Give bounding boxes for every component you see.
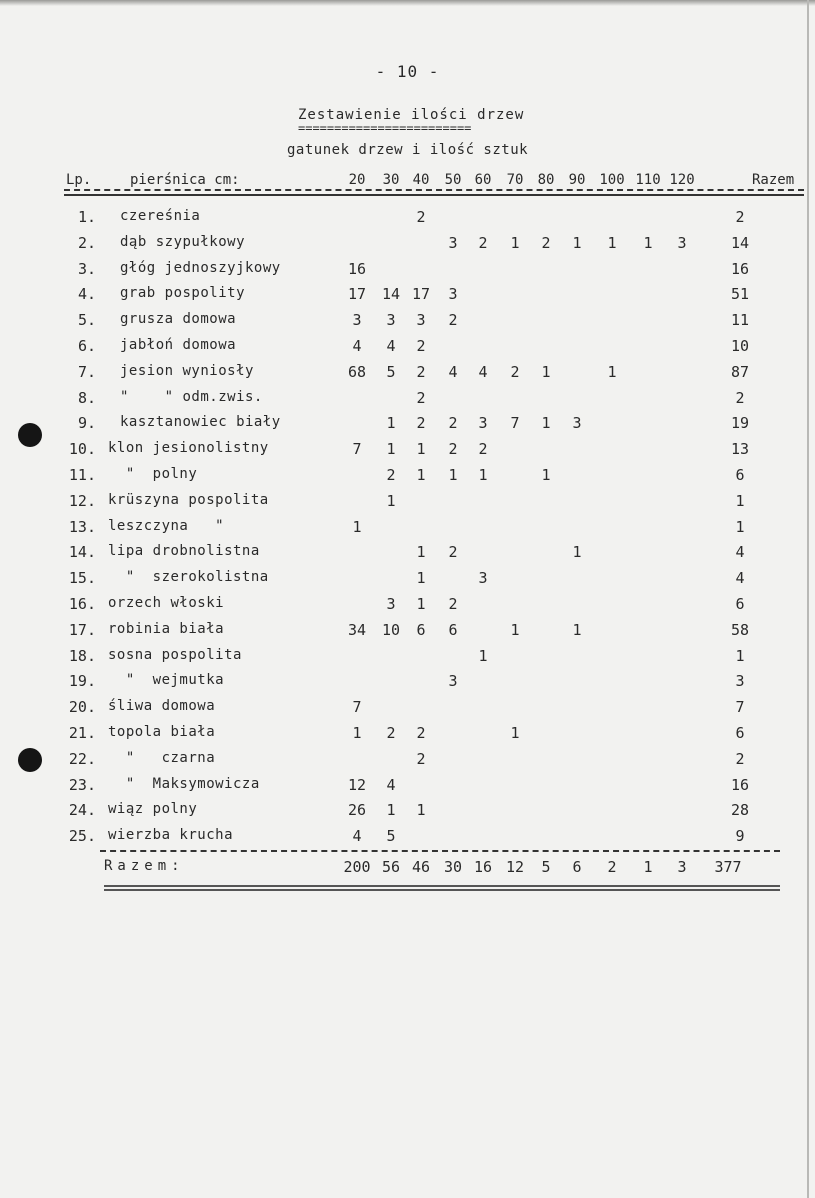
row-total: 9 bbox=[735, 827, 745, 846]
table-cell: 2 bbox=[510, 362, 520, 381]
row-number: 7. bbox=[77, 362, 96, 381]
species-name: jabłoń domowa bbox=[120, 337, 237, 353]
species-name: " " odm.zwis. bbox=[120, 388, 263, 405]
table-cell: 3 bbox=[478, 414, 488, 433]
row-number: 5. bbox=[77, 311, 96, 330]
row-total: 16 bbox=[730, 259, 750, 278]
page-top-edge bbox=[0, 0, 815, 6]
row-number: 6. bbox=[77, 337, 96, 355]
table-cell: 3 bbox=[572, 414, 582, 433]
row-number: 4. bbox=[77, 285, 96, 304]
table-row bbox=[0, 595, 815, 619]
row-total: 2 bbox=[735, 208, 745, 226]
total-label: Razem: bbox=[104, 858, 185, 874]
header-column: 120 bbox=[669, 172, 695, 188]
row-total: 2 bbox=[735, 388, 745, 407]
table-cell: 1 bbox=[478, 466, 488, 484]
table-cell: 2 bbox=[448, 543, 458, 562]
species-name: leszczyna " bbox=[108, 517, 225, 534]
table-row bbox=[0, 285, 815, 309]
total-cell: 2 bbox=[607, 858, 617, 876]
row-number: 24. bbox=[68, 801, 96, 820]
row-number: 15. bbox=[68, 569, 96, 588]
table-row bbox=[0, 672, 815, 696]
header-dashed-rule bbox=[64, 189, 804, 191]
table-cell: 17 bbox=[411, 285, 431, 304]
species-name: grusza domowa bbox=[120, 311, 237, 328]
row-total: 87 bbox=[730, 362, 750, 381]
row-total: 19 bbox=[730, 414, 750, 433]
table-cell: 1 bbox=[643, 233, 653, 252]
species-name: wierzba krucha bbox=[108, 827, 234, 844]
table-cell: 4 bbox=[386, 775, 396, 794]
table-cell: 1 bbox=[416, 569, 426, 588]
table-cell: 1 bbox=[541, 466, 551, 484]
table-cell: 2 bbox=[478, 440, 488, 459]
row-number: 3. bbox=[77, 259, 96, 278]
table-cell: 2 bbox=[416, 337, 426, 355]
header-column: 80 bbox=[537, 172, 555, 188]
table-cell: 1 bbox=[448, 466, 458, 484]
table-cell: 4 bbox=[352, 337, 362, 355]
page-number: - 10 - bbox=[375, 62, 440, 81]
document-subtitle: gatunek drzew i ilość sztuk bbox=[287, 142, 529, 158]
table-row bbox=[0, 827, 815, 851]
table-cell: 3 bbox=[478, 569, 488, 588]
table-cell: 1 bbox=[607, 362, 617, 381]
table-cell: 3 bbox=[677, 233, 687, 252]
table-cell: 2 bbox=[386, 466, 396, 484]
table-cell: 1 bbox=[352, 724, 362, 742]
table-cell: 2 bbox=[478, 233, 488, 252]
table-cell: 7 bbox=[352, 440, 362, 459]
total-dashed-rule bbox=[100, 850, 780, 852]
table-cell: 2 bbox=[416, 362, 426, 381]
table-cell: 1 bbox=[541, 362, 551, 381]
row-number: 18. bbox=[68, 646, 96, 665]
table-cell: 6 bbox=[416, 620, 426, 639]
row-number: 19. bbox=[68, 672, 96, 691]
row-number: 12. bbox=[68, 491, 96, 510]
row-total: 3 bbox=[735, 672, 745, 691]
table-cell: 2 bbox=[448, 440, 458, 459]
table-cell: 4 bbox=[448, 362, 458, 381]
species-name: " szerokolistna bbox=[108, 569, 269, 586]
total-double-rule bbox=[104, 885, 780, 891]
table-cell: 1 bbox=[478, 646, 488, 665]
total-cell: 1 bbox=[643, 858, 653, 876]
species-name: dąb szypułkowy bbox=[120, 233, 246, 250]
row-total: 4 bbox=[735, 543, 745, 562]
species-name: wiąz polny bbox=[108, 801, 198, 818]
table-row bbox=[0, 518, 815, 542]
total-cell: 200 bbox=[343, 858, 371, 876]
table-cell: 12 bbox=[347, 775, 367, 794]
table-cell: 3 bbox=[416, 311, 426, 330]
table-cell: 1 bbox=[607, 233, 617, 252]
row-number: 23. bbox=[68, 775, 96, 794]
table-cell: 3 bbox=[386, 311, 396, 330]
header-column: 70 bbox=[506, 172, 524, 188]
row-number: 8. bbox=[77, 388, 96, 407]
header-column: 30 bbox=[382, 172, 400, 188]
table-row bbox=[0, 647, 815, 671]
row-total: 6 bbox=[735, 724, 745, 742]
table-cell: 1 bbox=[416, 440, 426, 459]
species-name: głóg jednoszyjkowy bbox=[120, 259, 281, 276]
header-column: 100 bbox=[599, 172, 625, 188]
table-cell: 7 bbox=[510, 414, 520, 433]
total-cell: 5 bbox=[541, 858, 551, 876]
table-cell: 1 bbox=[416, 466, 426, 484]
species-name: lipa drobnolistna bbox=[108, 543, 260, 560]
table-cell: 3 bbox=[386, 595, 396, 613]
table-cell: 3 bbox=[448, 233, 458, 252]
species-name: czereśnia bbox=[120, 208, 201, 224]
table-cell: 10 bbox=[381, 620, 401, 639]
species-name: orzech włoski bbox=[108, 595, 225, 611]
species-name: jesion wyniosły bbox=[120, 362, 254, 379]
table-row bbox=[0, 801, 815, 825]
header-column: 110 bbox=[635, 172, 661, 188]
table-cell: 1 bbox=[386, 801, 396, 820]
table-row bbox=[0, 234, 815, 258]
row-total: 16 bbox=[730, 775, 750, 794]
table-cell: 1 bbox=[386, 414, 396, 433]
table-cell: 1 bbox=[510, 620, 520, 639]
row-number: 16. bbox=[68, 595, 96, 613]
table-row bbox=[0, 543, 815, 567]
table-row bbox=[0, 363, 815, 387]
table-cell: 4 bbox=[478, 362, 488, 381]
table-cell: 1 bbox=[541, 414, 551, 433]
table-cell: 14 bbox=[381, 285, 401, 304]
table-cell: 2 bbox=[448, 414, 458, 433]
table-row bbox=[0, 724, 815, 748]
total-cell: 3 bbox=[677, 858, 687, 876]
row-total: 2 bbox=[735, 749, 745, 768]
table-cell: 1 bbox=[352, 517, 362, 536]
species-name: robinia biała bbox=[108, 620, 225, 637]
table-cell: 2 bbox=[416, 414, 426, 433]
header-solid-rule bbox=[64, 194, 804, 196]
row-number: 22. bbox=[68, 749, 96, 768]
species-name: " Maksymowicza bbox=[108, 775, 260, 792]
row-number: 21. bbox=[68, 724, 96, 742]
table-row bbox=[0, 440, 815, 464]
row-total: 1 bbox=[735, 517, 745, 536]
header-razem: Razem bbox=[752, 172, 795, 188]
table-cell: 68 bbox=[347, 362, 367, 381]
species-name: " polny bbox=[108, 466, 198, 482]
total-row bbox=[0, 858, 815, 882]
table-row bbox=[0, 466, 815, 490]
table-row bbox=[0, 389, 815, 413]
row-total: 13 bbox=[730, 440, 750, 459]
row-number: 9. bbox=[77, 414, 96, 433]
row-number: 17. bbox=[68, 620, 96, 639]
table-cell: 4 bbox=[386, 337, 396, 355]
grand-total: 377 bbox=[714, 858, 742, 876]
table-cell: 3 bbox=[448, 285, 458, 304]
total-cell: 56 bbox=[381, 858, 401, 876]
table-cell: 2 bbox=[541, 233, 551, 252]
row-total: 1 bbox=[735, 491, 745, 510]
table-cell: 6 bbox=[448, 620, 458, 639]
document-title: Zestawienie ilości drzew bbox=[298, 107, 525, 123]
table-cell: 1 bbox=[572, 620, 582, 639]
table-cell: 7 bbox=[352, 698, 362, 717]
row-total: 6 bbox=[735, 466, 745, 484]
table-cell: 2 bbox=[416, 208, 426, 226]
row-total: 6 bbox=[735, 595, 745, 613]
row-total: 1 bbox=[735, 646, 745, 665]
table-cell: 1 bbox=[386, 440, 396, 459]
species-name: topola biała bbox=[108, 724, 216, 740]
row-number: 11. bbox=[68, 466, 96, 484]
table-cell: 34 bbox=[347, 620, 367, 639]
species-name: klon jesionolistny bbox=[108, 440, 269, 457]
table-cell: 2 bbox=[416, 724, 426, 742]
row-total: 58 bbox=[730, 620, 750, 639]
total-cell: 12 bbox=[505, 858, 525, 876]
table-cell: 1 bbox=[416, 801, 426, 820]
table-cell: 1 bbox=[510, 233, 520, 252]
title-underline: ======================== bbox=[298, 121, 472, 135]
header-column: 20 bbox=[348, 172, 366, 188]
header-column: 40 bbox=[412, 172, 430, 188]
row-total: 4 bbox=[735, 569, 745, 588]
table-cell: 17 bbox=[347, 285, 367, 304]
row-number: 14. bbox=[68, 543, 96, 562]
row-number: 20. bbox=[68, 698, 96, 717]
species-name: grab pospolity bbox=[120, 285, 246, 302]
table-cell: 3 bbox=[448, 672, 458, 691]
table-cell: 4 bbox=[352, 827, 362, 846]
table-cell: 26 bbox=[347, 801, 367, 820]
table-row bbox=[0, 569, 815, 593]
table-cell: 1 bbox=[510, 724, 520, 742]
row-number: 10. bbox=[68, 440, 96, 459]
row-number: 2. bbox=[77, 233, 96, 252]
total-cell: 6 bbox=[572, 858, 582, 876]
header-column: 90 bbox=[568, 172, 586, 188]
header-lp: Lp. bbox=[66, 172, 92, 188]
table-row bbox=[0, 750, 815, 774]
table-cell: 1 bbox=[416, 543, 426, 562]
table-cell: 2 bbox=[416, 749, 426, 768]
table-cell: 1 bbox=[416, 595, 426, 613]
table-cell: 2 bbox=[448, 595, 458, 613]
table-cell: 5 bbox=[386, 362, 396, 381]
table-cell: 2 bbox=[448, 311, 458, 330]
species-name: " czarna bbox=[108, 749, 216, 766]
species-name: śliwa domowa bbox=[108, 698, 216, 715]
table-cell: 3 bbox=[352, 311, 362, 330]
row-number: 25. bbox=[68, 827, 96, 846]
table-cell: 16 bbox=[347, 259, 367, 278]
total-cell: 46 bbox=[411, 858, 431, 876]
species-name: krüszyna pospolita bbox=[108, 491, 269, 508]
table-row bbox=[0, 414, 815, 438]
table-row bbox=[0, 492, 815, 516]
table-row bbox=[0, 260, 815, 284]
table-cell: 1 bbox=[572, 233, 582, 252]
total-cell: 30 bbox=[443, 858, 463, 876]
species-name: kasztanowiec biały bbox=[120, 414, 281, 431]
header-column: 50 bbox=[444, 172, 462, 188]
row-total: 51 bbox=[730, 285, 750, 304]
species-name: sosna pospolita bbox=[108, 646, 242, 663]
row-total: 10 bbox=[730, 337, 750, 355]
table-cell: 5 bbox=[386, 827, 396, 846]
table-row bbox=[0, 208, 815, 232]
table-header bbox=[0, 172, 815, 196]
table-row bbox=[0, 337, 815, 361]
row-total: 14 bbox=[730, 233, 750, 252]
header-piersnica: pierśnica cm: bbox=[130, 172, 240, 188]
row-total: 28 bbox=[730, 801, 750, 820]
table-row bbox=[0, 621, 815, 645]
table-row bbox=[0, 698, 815, 722]
row-number: 1. bbox=[77, 208, 96, 226]
table-cell: 2 bbox=[416, 388, 426, 407]
row-total: 11 bbox=[730, 311, 750, 330]
total-cell: 16 bbox=[473, 858, 493, 876]
table-row bbox=[0, 776, 815, 800]
table-cell: 2 bbox=[386, 724, 396, 742]
table-cell: 1 bbox=[572, 543, 582, 562]
table-cell: 1 bbox=[386, 491, 396, 510]
row-number: 13. bbox=[68, 517, 96, 536]
table-row bbox=[0, 311, 815, 335]
header-column: 60 bbox=[474, 172, 492, 188]
species-name: " wejmutka bbox=[108, 672, 225, 689]
row-total: 7 bbox=[735, 698, 745, 717]
